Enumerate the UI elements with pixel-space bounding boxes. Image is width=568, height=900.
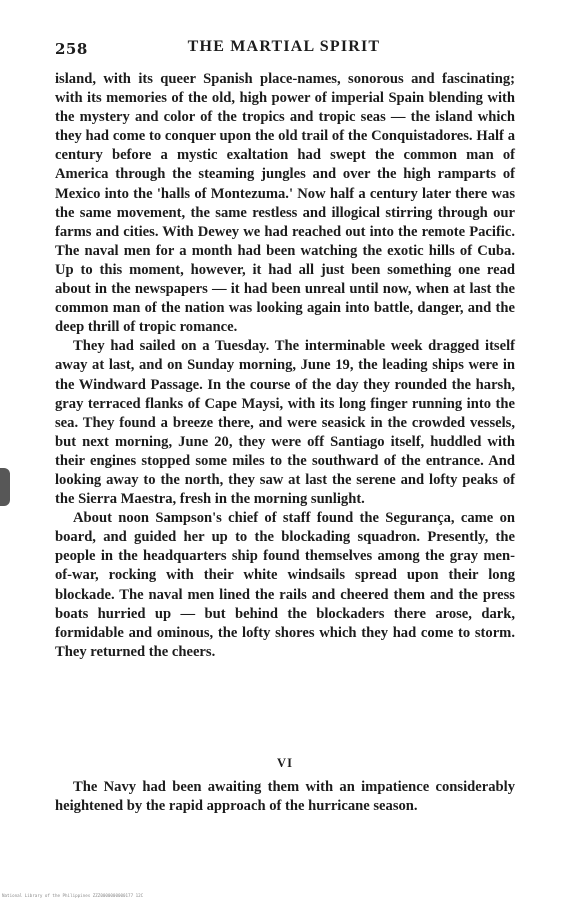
running-head: THE MARTIAL SPIRIT	[187, 38, 381, 55]
section-paragraph-1: The Navy had been awaiting them with an impatience considerably heightened by the rapid approach of the hurricane season.	[55, 779, 515, 815]
library-stamp: National Library of the Philippines ZZZ0000000000177 12C	[2, 893, 144, 898]
paragraph-2: They had sailed on a Tuesday. The interminable week dragged itself away at last, and on Sunday morning, June 19, the leading ships were in the Windward Passage. In the course of the day they rounded the harsh, gray terraced flanks of Cape Maysi, with its long finger running into the sea. They found a breeze there, and were seasick in the crowded vessels, but next morning, June 20, they were off Santiago itself, huddled with their engines stopped some miles to the southward of the entrance. And looking away to the north, they saw at last the serene and lofty peaks of the Sierra Maestra, fresh in the morning sunlight.	[55, 338, 515, 508]
paragraph-1: island, with its queer Spanish place-names, sonorous and fascinating; with its memories of the old, high power of imperial Spain blending with the mystery and color of the tropics and tropic seas — the island which they had come to conquer upon the old trail of the Conquistadores. Half a century before a mystic exaltation had swept the common man of America through the steaming jungles and over the high ramparts of Mexico into the 'halls of Montezuma.' Now half a century later there was the same movement, the same restless and illogical stirring through our farms and cities. With Dewey we had reached out into the remote Pacific. The naval men for a month had been watching the exotic hills of Cuba. Up to this moment, however, it had all just been something one read about in the newspapers — it had been unreal until now, when at last the common man of the nation was looking again into battle, danger, and the deep thrill of tropic romance.	[55, 71, 515, 336]
section-text	[55, 778, 515, 816]
paragraph-3: About noon Sampson's chief of staff found the Segurança, came on board, and guided her up to the blockading squadron. Presently, the people in the headquarters ship found themselves among the gray men-of-war, rocking with their white windsails spread upon their long blockade. The naval men lined the rails and cheered them and the press boats hurried up — but behind the blockaders there arose, dark, formidable and ominous, the lofty shores which they had come to storm. They returned the cheers.	[55, 510, 515, 660]
binding-shadow	[0, 468, 10, 506]
main-text	[55, 70, 515, 662]
page-header	[55, 38, 513, 60]
section-heading: VI	[277, 756, 293, 770]
page-number: 258	[55, 40, 88, 58]
